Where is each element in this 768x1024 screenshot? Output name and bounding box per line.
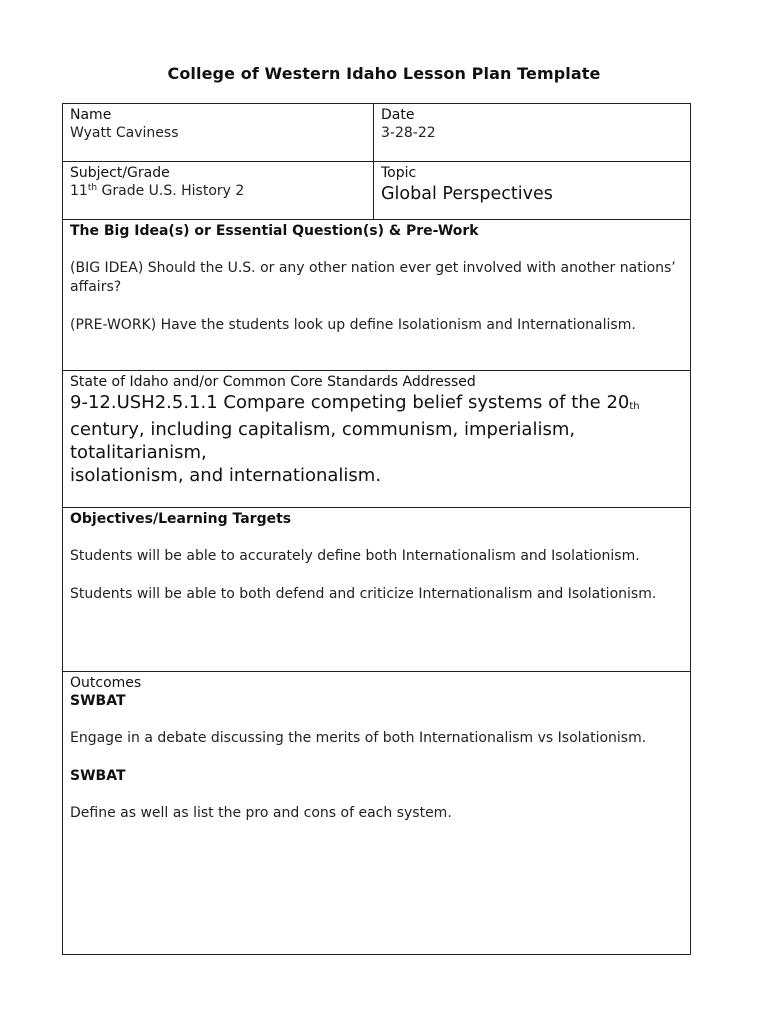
standards-text bbox=[70, 391, 683, 487]
row-standards bbox=[63, 371, 691, 508]
lesson-plan-table bbox=[62, 103, 691, 955]
standards-cell bbox=[63, 371, 691, 508]
date-cell bbox=[374, 104, 691, 162]
objectives-label: Objectives/Learning Targets bbox=[70, 511, 292, 527]
grade-number: 11 bbox=[70, 183, 88, 199]
topic-cell bbox=[374, 162, 691, 220]
standards-line-1: 9-12.USH2.5.1.1 Compare competing belief systems of the $20_{th}$ bbox=[70, 392, 640, 413]
subject-grade-cell bbox=[63, 162, 374, 220]
name-label: Name bbox=[70, 107, 112, 123]
outcomes-cell bbox=[63, 672, 691, 955]
standards-line-3: totalitarianism, bbox=[70, 442, 207, 463]
outcome-1: Engage in a debate discussing the merits of both Internationalism vs Isolationism. bbox=[70, 730, 647, 746]
swbat-label-2: SWBAT bbox=[70, 768, 126, 784]
topic-value: Global Perspectives bbox=[381, 184, 553, 204]
date-value: 3-28-22 bbox=[381, 125, 436, 141]
standards-line-4: isolationism, and internationalism. bbox=[70, 465, 382, 486]
row-objectives bbox=[63, 508, 691, 672]
big-idea-question: (BIG IDEA) Should the U.S. or any other nation ever get involved with another nations’ affairs? bbox=[70, 260, 676, 295]
grade-ordinal-suffix: th bbox=[87, 183, 98, 193]
objective-2: Students will be able to both defend and criticize Internationalism and Isolationism. bbox=[70, 586, 657, 602]
objectives-cell bbox=[63, 508, 691, 672]
topic-label: Topic bbox=[381, 165, 417, 181]
outcomes-label: Outcomes bbox=[70, 675, 142, 691]
date-label: Date bbox=[381, 107, 415, 123]
name-value: Wyatt Caviness bbox=[70, 125, 179, 141]
standards-ordinal-suffix: th bbox=[629, 401, 640, 412]
name-cell bbox=[63, 104, 374, 162]
row-outcomes bbox=[63, 672, 691, 955]
outcome-2: Define as well as list the pro and cons of each system. bbox=[70, 805, 452, 821]
objective-1: Students will be able to accurately define both Internationalism and Isolationism. bbox=[70, 548, 640, 564]
grade-course: Grade U.S. History 2 bbox=[97, 183, 245, 199]
standards-label: State of Idaho and/or Common Core Standards Addressed bbox=[70, 374, 476, 390]
subject-grade-value bbox=[70, 182, 366, 201]
pre-work-text: (PRE-WORK) Have the students look up define Isolationism and Internationalism. bbox=[70, 317, 636, 333]
subject-grade-label: Subject/Grade bbox=[70, 165, 170, 181]
standards-line-2: century, including capitalism, communism, imperialism, bbox=[70, 419, 576, 440]
big-idea-label: The Big Idea(s) or Essential Question(s) & Pre-Work bbox=[70, 223, 479, 239]
row-big-idea bbox=[63, 220, 691, 371]
row-name-date bbox=[63, 104, 691, 162]
big-idea-cell bbox=[63, 220, 691, 371]
document-title: College of Western Idaho Lesson Plan Template bbox=[167, 64, 601, 83]
row-subject-topic bbox=[63, 162, 691, 220]
swbat-label-1: SWBAT bbox=[70, 693, 126, 709]
